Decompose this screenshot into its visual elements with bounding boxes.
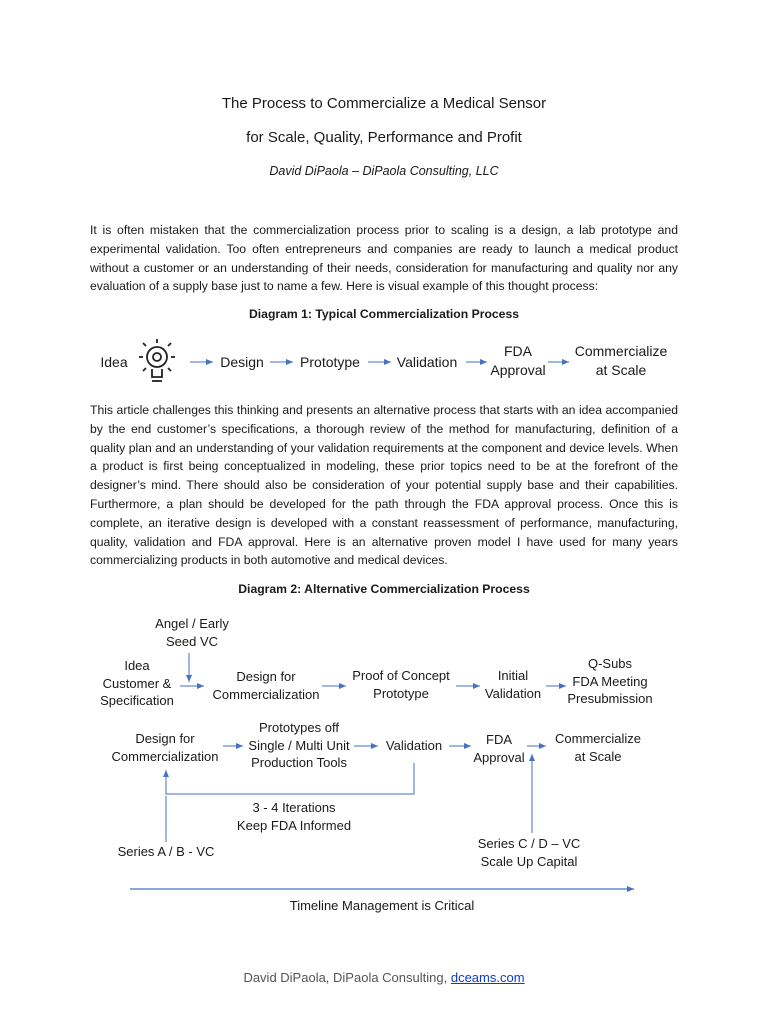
d2-comm-line2: at Scale — [574, 748, 622, 764]
d2-proto-line1: Prototypes off — [259, 720, 339, 735]
d1-commercialize — [575, 342, 668, 380]
d2-proto-line2: Single / Multi Unit — [248, 737, 350, 753]
d2-seriescd-line2: Scale Up Capital — [480, 853, 578, 869]
d2-comm-line1: Commercialize — [555, 731, 641, 746]
title-line-1: The Process to Commercialize a Medical Sensor — [221, 95, 547, 112]
title-line-2: for Scale, Quality, Performance and Profit — [246, 129, 522, 146]
d2-design-for-comm-2 — [112, 730, 219, 765]
d1-prototype: Prototype — [300, 354, 360, 370]
d2-angel-line2: Seed VC — [165, 633, 219, 649]
d1-validation: Validation — [396, 354, 458, 370]
d2-qsubs — [567, 655, 652, 708]
d2-idea-line2: Customer & — [102, 675, 172, 691]
d1-comm-line1: Commercialize — [574, 343, 668, 359]
d2-initial-validation — [485, 667, 541, 702]
d2-prototypes — [248, 719, 349, 772]
d2-iter-line1: 3 - 4 Iterations — [252, 800, 336, 815]
d2-series-cd — [478, 835, 581, 870]
d1-fda-line2: Approval — [490, 362, 546, 378]
d2-design-for-comm — [213, 668, 320, 703]
d2-iv-line2: Validation — [484, 685, 542, 701]
d2-qsub-line1: Q-Subs — [587, 656, 633, 671]
d2-qsub-line2: FDA Meeting — [572, 673, 648, 689]
d2-dfc-line1: Design for — [236, 669, 296, 684]
d2-poc-line2: Prototype — [373, 685, 429, 701]
d2-validation: Validation — [385, 738, 443, 753]
d2-idea-line3: Specification — [100, 693, 174, 708]
d1-idea: Idea — [100, 354, 128, 370]
body-paragraph: This article challenges this thinking and presents an alternative process that starts with an idea accompanied by the end customer’s specifications, a thorough review of the method for manufacturing, definition of a quality plan and an understanding of your validation requirements at the component and device levels. When a product is first being conceptualized in modeling, these prior topics need to be at the forefront of the designer’s mind. There should also be consideration of your potential supply base and their capabilities. Furthermore, a plan should be developed for the path through the FDA approval process. Once this is complete, an iterative design is developed with a constant reassessment of performance, manufacturing, quality, validation and FDA approval. Here is an alternative proven model I have used for many years commercializing products in both automotive and medical devices. — [90, 403, 678, 568]
footer — [0, 970, 768, 985]
d1-fda-line1: FDA — [503, 343, 532, 359]
d2-proof-of-concept — [352, 667, 450, 702]
diagram2-heading: Diagram 2: Alternative Commercialization Process — [238, 582, 530, 596]
d2-proto-line3: Production Tools — [251, 755, 347, 770]
d2-seriescd-line1: Series C / D – VC — [477, 836, 581, 851]
d2-fda-line1: FDA — [486, 732, 512, 747]
footer-text: David DiPaola, DiPaola Consulting, — [243, 970, 448, 985]
d2-dfc2-line2: Commercialization — [111, 748, 219, 764]
d2-iter-line2: Keep FDA Informed — [236, 817, 352, 833]
d2-angel-vc — [155, 615, 229, 650]
diagram1-heading: Diagram 1: Typical Commercialization Process — [248, 307, 520, 321]
d2-qsub-line3: Presubmission — [567, 691, 653, 706]
d2-idea-line1: Idea — [124, 658, 150, 673]
d2-fda-line2: Approval — [473, 749, 525, 765]
d2-angel-line1: Angel / Early — [155, 616, 229, 631]
d2-iv-line1: Initial — [497, 668, 529, 683]
d2-iterations — [237, 799, 351, 834]
d2-idea — [100, 657, 174, 710]
d2-series-ab: Series A / B - VC — [117, 844, 215, 859]
d1-fda-approval — [490, 342, 545, 380]
d2-dfc2-line1: Design for — [135, 731, 195, 746]
intro-paragraph: It is often mistaken that the commercialization process prior to scaling is a design, a lab prototype and experimental validation. Too often entrepreneurs and companies are ready to launch a medical product without a customer or an understanding of their needs, consideration for manufacturing and quality nor any evaluation of a supply base just to name a few. Here is visual example of this thought process: — [90, 223, 678, 294]
d2-poc-line1: Proof of Concept — [352, 668, 450, 683]
d2-timeline-label: Timeline Management is Critical — [289, 898, 475, 913]
d2-dfc-line2: Commercialization — [212, 686, 320, 702]
lightbulb-gear-icon — [139, 339, 175, 381]
d2-fda-approval — [473, 731, 524, 766]
d1-comm-line2: at Scale — [595, 362, 647, 378]
d1-design: Design — [220, 354, 264, 370]
author: David DiPaola – DiPaola Consulting, LLC — [269, 164, 499, 178]
d2-commercialize — [555, 730, 641, 765]
footer-link[interactable]: dceams.com — [450, 970, 525, 985]
